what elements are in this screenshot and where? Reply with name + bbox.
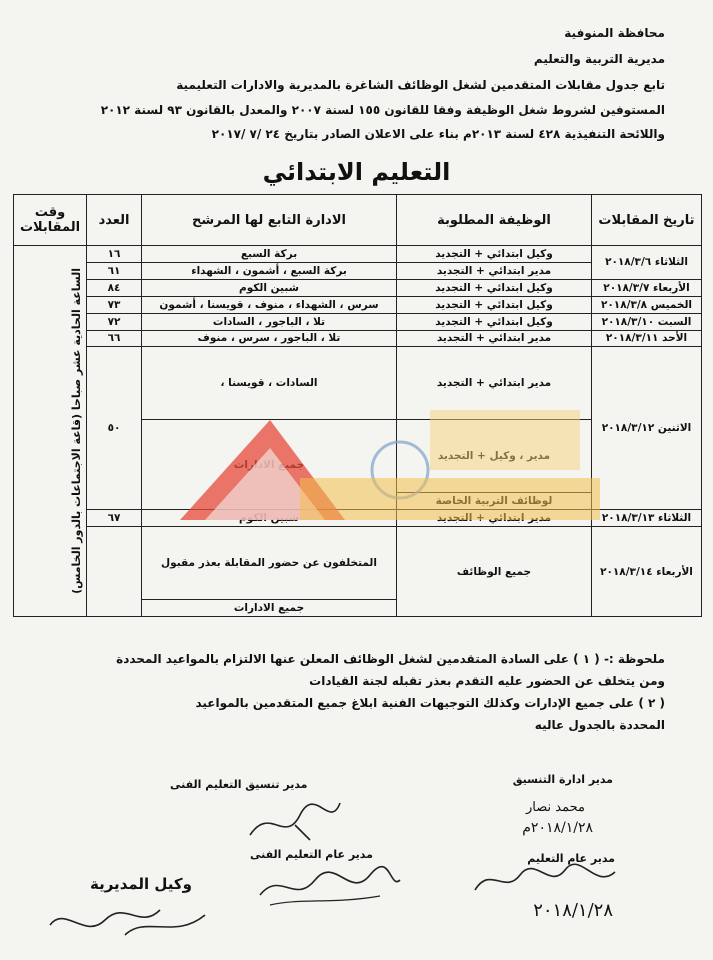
admin-cell: السادات ، قويسنا ، <box>142 347 397 420</box>
admin-cell: تلا ، الباجور ، سرس ، منوف <box>142 330 397 347</box>
general-education-manager-label: مدير عام التعليم <box>527 852 615 865</box>
job-cell: مدير ابتدائي + التجديد <box>397 262 592 279</box>
count-cell: ٦٧ <box>87 510 142 527</box>
signature-deputy <box>45 895 215 945</box>
admin-cell: بركة السبع <box>142 246 397 263</box>
job-cell: وكيل ابتدائي + التجديد <box>397 296 592 313</box>
handwritten-date-top: ٢٠١٨/١/٢٨م <box>522 820 593 836</box>
page-title: التعليم الابتدائي <box>262 158 451 186</box>
note-line-4: المحددة بالجدول عاليه <box>534 718 665 732</box>
date-cell: الخميس ٢٠١٨/٣/٨ <box>592 296 702 313</box>
count-cell: ٧٢ <box>87 313 142 330</box>
count-cell: ١٦ <box>87 246 142 263</box>
admin-cell: المتخلفون عن حضور المقابلة بعذر مقبول <box>142 527 397 600</box>
header-line-2: المستوفين لشروط شغل الوظيفة وفقا للقانون ١٥٥ لسنة ٢٠٠٧ والمعدل بالقانون ٩٣ لسنة ٢٠١٢ <box>100 103 665 117</box>
table-row <box>14 279 702 296</box>
table-row <box>14 313 702 330</box>
job-cell: مدير ابتدائي + التجديد <box>397 347 592 420</box>
deputy-label: وكيل المديرية <box>90 875 192 893</box>
header-line-3: واللائحة التنفيذية ٤٢٨ لسنة ٢٠١٣م بناء على الاعلان الصادر بتاريخ ٢٤ /٧ /٢٠١٧ <box>211 127 665 141</box>
job-cell: مدير ابتدائي + التجديد <box>397 330 592 347</box>
table-row <box>14 246 702 263</box>
time-text: الساعة الحادية عشر صباحا (قاعة الاجتماعات بالدور الخامس) <box>70 268 83 594</box>
job-cell: وكيل ابتدائي + التجديد <box>397 313 592 330</box>
job-cell: جميع الوظائف <box>397 527 592 617</box>
date-cell: الأربعاء ٢٠١٨/٣/١٤ <box>592 527 702 617</box>
count-cell <box>87 527 142 617</box>
signature-technical-coordination <box>240 795 350 850</box>
table-row <box>14 296 702 313</box>
note-line-3: ( ٢ ) على جميع الإدارات وكذلك التوجيهات الفنية ابلاغ جميع المتقدمين بالمواعيد <box>195 696 665 710</box>
signature-coordination <box>470 860 620 900</box>
handwritten-name: محمد نصار <box>526 800 585 815</box>
header-count: العدد <box>87 195 142 246</box>
time-column <box>14 246 87 617</box>
watermark-logo <box>150 400 600 545</box>
directorate-label: مديرية التربية والتعليم <box>533 52 665 66</box>
note-line-1: ملحوظة :- ( ١ ) على السادة المتقدمين لشغل الوظائف المعلن عنها الالتزام بالمواعيد المحددة <box>116 652 665 666</box>
table-row <box>14 330 702 347</box>
admin-cell: جميع الادارات <box>142 599 397 616</box>
count-cell: ٦٦ <box>87 330 142 347</box>
date-cell: الثلاثاء ٢٠١٨/٣/١٣ <box>592 510 702 527</box>
technical-coordination-manager-label: مدير تنسيق التعليم الفنى <box>170 778 308 791</box>
count-cell: ٨٤ <box>87 279 142 296</box>
header-line-1: تابع جدول مقابلات المتقدمين لشغل الوظائف الشاغرة بالمديرية والادارات التعليمية <box>176 78 665 92</box>
date-cell: الأربعاء ٢٠١٨/٣/٧ <box>592 279 702 296</box>
note-line-2: ومن يتخلف عن الحضور عليه التقدم بعذر تقبله لجنة القيادات <box>309 674 665 688</box>
general-technical-manager-label: مدير عام التعليم الفنى <box>250 848 373 861</box>
date-cell: السبت ٢٠١٨/٣/١٠ <box>592 313 702 330</box>
handwritten-date-bottom: ٢٠١٨/١/٢٨ <box>533 900 613 921</box>
header-job: الوظيفة المطلوبة <box>397 195 592 246</box>
job-cell: وكيل ابتدائي + التجديد <box>397 279 592 296</box>
date-cell: الاثنين ٢٠١٨/٣/١٢ <box>592 347 702 510</box>
governorate-label: محافظة المنوفية <box>564 26 665 40</box>
admin-cell: شبين الكوم <box>142 279 397 296</box>
count-cell: ٥٠ <box>87 347 142 510</box>
table-header-row <box>14 195 702 246</box>
admin-cell: سرس ، الشهداء ، منوف ، قويسنا ، أشمون <box>142 296 397 313</box>
job-cell: وكيل ابتدائي + التجديد <box>397 246 592 263</box>
header-time: وقت المقابلات <box>14 195 87 246</box>
admin-cell: تلا ، الباجور ، السادات <box>142 313 397 330</box>
count-cell: ٧٣ <box>87 296 142 313</box>
notes-section <box>45 648 665 736</box>
header-admin: الادارة التابع لها المرشح <box>142 195 397 246</box>
admin-cell: بركة السبع ، أشمون ، الشهداء <box>142 262 397 279</box>
count-cell: ٦١ <box>87 262 142 279</box>
date-cell: الأحد ٢٠١٨/٣/١١ <box>592 330 702 347</box>
coordination-manager-label: مدير ادارة التنسيق <box>512 773 613 786</box>
signature-general-technical <box>255 860 405 910</box>
header-date: تاريخ المقابلات <box>592 195 702 246</box>
date-cell: الثلاثاء ٢٠١٨/٣/٦ <box>592 246 702 280</box>
